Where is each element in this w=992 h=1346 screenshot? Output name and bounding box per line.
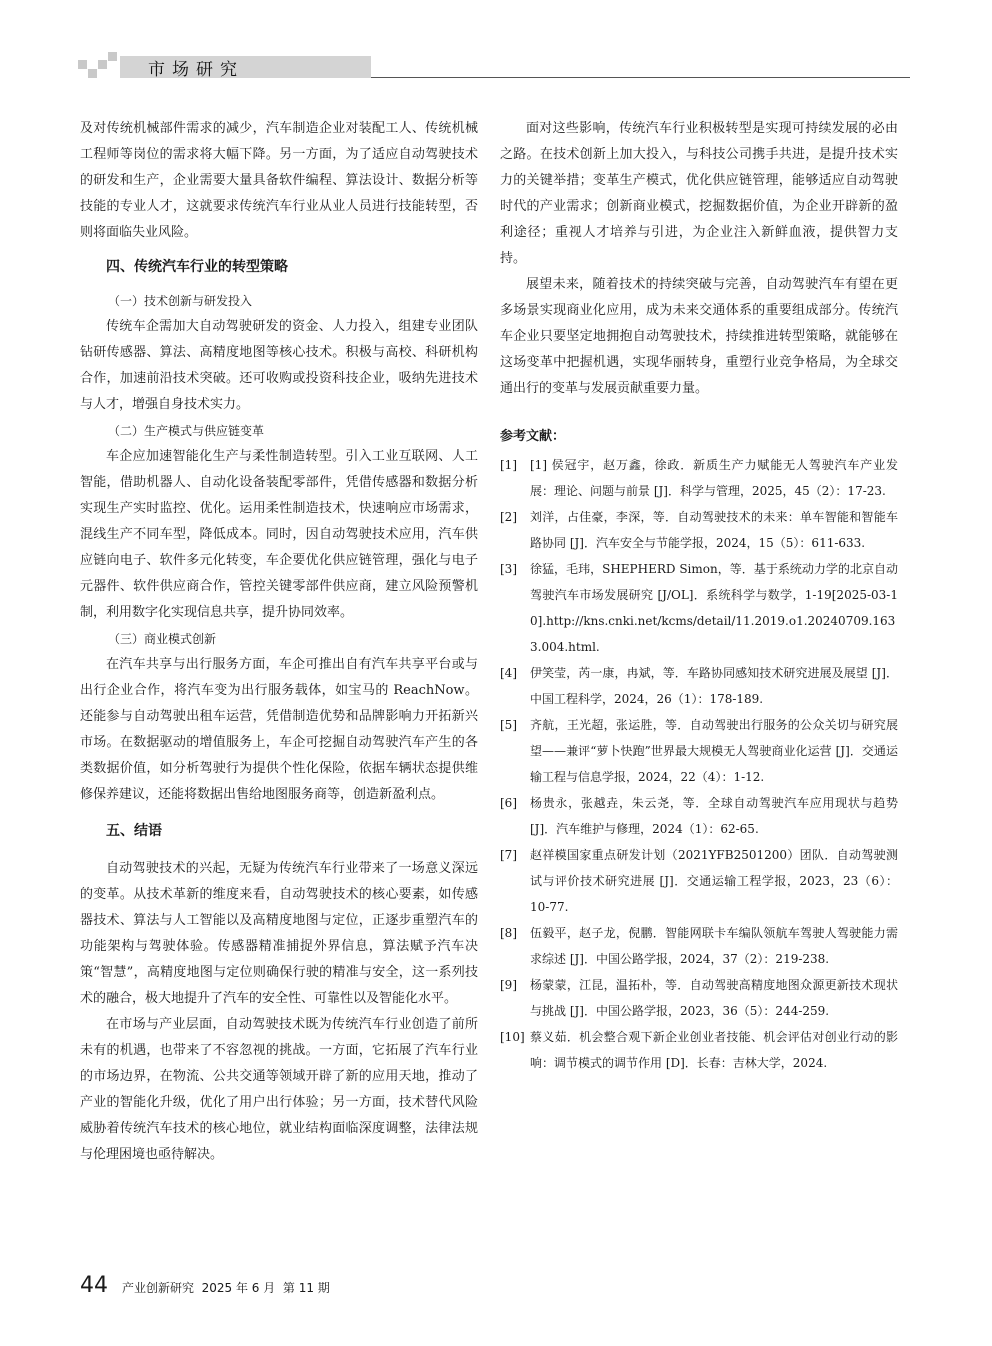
reference-item [500,556,898,660]
conclusion-paragraph-1: 自动驾驶技术的兴起，无疑为传统汽车行业带来了一场意义深远的变革。从技术革新的维度来看，自动驾驶技术的核心要素，如传感器技术、算法与人工智能以及高精度地图与定位，正逐步重塑汽车的功能架构与驾驶体验。传感器精准捕捉外界信息，算法赋予汽车决策“智慧”，高精度地图与定位则确保行驶的精准与安全，这一系列技术的融合，极大地提升了汽车的安全性、可靠性以及智能化水平。 [80,861,478,1006]
subsection-paragraph-1: 传统车企需加大自动驾驶研发的资金、人力投入，组建专业团队钻研传感器、算法、高精度地图等核心技术。积极与高校、科研机构合作，加速前沿技术突破。还可收购或投资科技企业，吸纳先进技术与人才，增强自身技术实力。 [80,319,478,412]
reference-item [500,660,898,712]
subsection-title-1: （一）技术创新与研发投入 [108,294,253,308]
reference-text: 杨贵永，张越垚，朱云尧，等．全球自动驾驶汽车应用现状与趋势 [J]．汽车维护与修理，2024（1）：62-65. [530,796,898,836]
reference-text: 伍毅平，赵子龙，倪鹏．智能网联卡车编队领航车驾驶人驾驶能力需求综述 [J]．中国公路学报，2024，37（2）：219-238. [530,926,898,966]
reference-item [500,920,898,972]
reference-text: [1] 侯冠宇，赵万鑫，徐政．新质生产力赋能无人驾驶汽车产业发展：理论、问题与前景 [J]．科学与管理，2025，45（2）：17-23. [530,458,898,498]
reference-number: [7] [500,848,517,862]
reference-text: 齐航，王光超，张运胜，等．自动驾驶出行服务的公众关切与研究展望——兼评“萝卜快跑”世界最大规模无人驾驶商业化运营 [J]．交通运输工程与信息学报，2024，22（4）：1-12. [530,718,898,784]
page-footer [80,1273,330,1303]
right-column [500,116,898,1076]
reference-item [500,972,898,1024]
reference-number: [6] [500,796,517,810]
section-title: 市场研究 [148,60,244,80]
references-list [500,452,898,1076]
reference-text: 杨蒙蒙，江昆，温拓朴，等．自动驾驶高精度地图众源更新技术现状与挑战 [J]．中国公路学报，2023，36（5）：244-259. [530,978,898,1018]
conclusion-paragraph-2: 在市场与产业层面，自动驾驶技术既为传统汽车行业创造了前所未有的机遇，也带来了不容忽视的挑战。一方面，它拓展了汽车行业的市场边界，在物流、公共交通等领域开辟了新的应用天地，推动了产业的智能化升级，优化了用户出行体验；另一方面，技术替代风险威胁着传统汽车技术的核心地位，就业结构面临深度调整，法律法规与伦理困境也亟待解决。 [80,1017,478,1162]
reference-text: 蔡义茹．机会整合观下新企业创业者技能、机会评估对创业行动的影响：调节模式的调节作用 [D]．长春：吉林大学，2024. [530,1030,898,1070]
header-decor-square [88,69,97,78]
reference-number: [4] [500,666,517,680]
header-decor-square [108,52,117,61]
reference-number: [1] [500,458,517,472]
reference-number: [2] [500,510,517,524]
section-heading-4: 四、传统汽车行业的转型策略 [106,259,288,275]
reference-text: 赵祥模国家重点研发计划（2021YFB2501200）团队．自动驾驶测试与评价技术研究进展 [J]．交通运输工程学报，2023，23（6）：10-77. [530,848,898,914]
reference-item [500,504,898,556]
journal-info: 产业创新研究 2025 年 6 月 第 11 期 [122,1281,330,1295]
reference-item [500,1024,898,1076]
subsection-title-2: （二）生产模式与供应链变革 [108,424,265,438]
reference-text: 刘洋，占佳豪，李深，等．自动驾驶技术的未来：单车智能和智能车路协同 [J]．汽车安全与节能学报，2024，15（5）：611-633. [530,510,898,550]
reference-number: [5] [500,718,517,732]
reference-number: [8] [500,926,517,940]
page-number: 44 [80,1273,108,1298]
reference-text: 伊笑莹，芮一康，冉斌，等．车路协同感知技术研究进展及展望 [J]．中国工程科学，2024，26（1）：178-189. [530,666,898,706]
conclusion-paragraph-4: 展望未来，随着技术的持续突破与完善，自动驾驶汽车有望在更多场景实现商业化应用，成为未来交通体系的重要组成部分。传统汽车企业只要坚定地拥抱自动驾驶技术，持续推进转型策略，就能够在这场变革中把握机遇，实现华丽转身，重塑行业竞争格局，为全球交通出行的变革与发展贡献重要力量。 [500,277,898,396]
section-heading-5: 五、结语 [106,823,162,839]
subsection-title-3: （三）商业模式创新 [108,632,217,646]
reference-item [500,790,898,842]
reference-number: [3] [500,562,517,576]
reference-item [500,842,898,920]
reference-number: [9] [500,978,517,992]
reference-number: [10] [500,1030,525,1044]
conclusion-paragraph-3: 面对这些影响，传统汽车行业积极转型是实现可持续发展的必由之路。在技术创新上加大投入，与科技公司携手共进，是提升技术实力的关键举措；变革生产模式，优化供应链管理，能够适应自动驾驶时代的产业需求；创新商业模式，挖掘数据价值，为企业开辟新的盈利途径；重视人才培养与引进，为企业注入新鲜血液，提供智力支持。 [500,121,898,266]
reference-text: 徐猛，毛玮，SHEPHERD Simon，等．基于系统动力学的北京自动驾驶汽车市场发展研究 [J/OL]．系统科学与数学，1-19[2025-03-10].http://kns.cnki.net/kcms/detail/11.2019.o1.20240709.1633.004.html. [530,562,898,654]
subsection-paragraph-3: 在汽车共享与出行服务方面，车企可推出自有汽车共享平台或与出行企业合作，将汽车变为出行服务载体，如宝马的 ReachNow。还能参与自动驾驶出租车运营，凭借制造优势和品牌影响力开拓新兴市场。在数据驱动的增值服务上，车企可挖掘自动驾驶汽车产生的各类数据价值，如分析驾驶行为提供个性化保险，依据车辆状态提供维修保养建议，还能将数据出售给地图服务商等，创造新盈利点。 [80,657,478,802]
header-rule [371,77,910,78]
reference-item [500,712,898,790]
page-header [78,52,910,82]
references-heading: 参考文献： [500,429,566,444]
header-decor-square [98,60,107,69]
subsection-paragraph-2: 车企应加速智能化生产与柔性制造转型。引入工业互联网、人工智能，借助机器人、自动化设备装配零部件，凭借传感器和数据分析实现生产实时监控、优化。运用柔性制造技术，快速响应市场需求，混线生产不同车型，降低成本。同时，因自动驾驶技术应用，汽车供应链向电子、软件多元化转变，车企要优化供应链管理，强化与电子元器件、软件供应商合作，管控关键零部件供应商，建立风险预警机制，利用数字化实现信息共享，提升协同效率。 [80,449,478,620]
intro-paragraph: 及对传统机械部件需求的减少，汽车制造企业对装配工人、传统机械工程师等岗位的需求将大幅下降。另一方面，为了适应自动驾驶技术的研发和生产，企业需要大量具备软件编程、算法设计、数据分析等技能的专业人才，这就要求传统汽车行业从业人员进行技能转型，否则将面临失业风险。 [80,121,478,240]
header-decor-square [78,60,87,69]
reference-item [500,452,898,504]
left-column [80,116,478,1168]
